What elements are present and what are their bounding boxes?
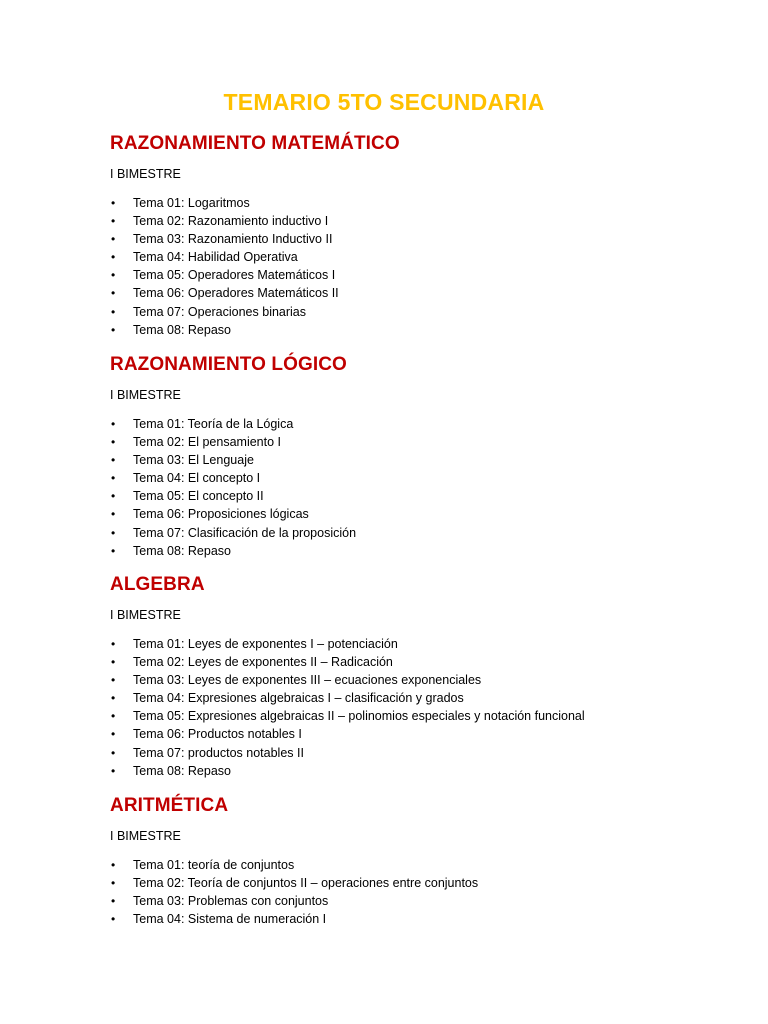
list-item (110, 707, 730, 725)
bullet-icon: • (111, 417, 116, 431)
section-razonamiento-logico (110, 352, 730, 560)
topic-text: Tema 02: El pensamiento I (133, 435, 281, 450)
bimestre-label: I BIMESTRE (110, 829, 181, 843)
section-aritmetica (110, 793, 730, 928)
topic-text: Tema 07: Operaciones binarias (133, 304, 307, 319)
topic-list (110, 856, 730, 928)
list-item (110, 248, 730, 266)
list-item (110, 451, 730, 469)
section-razonamiento-matematico (110, 131, 730, 339)
list-item (110, 321, 730, 339)
list-item (110, 266, 730, 284)
topic-text: Tema 02: Leyes de exponentes II – Radicación (133, 655, 393, 670)
bullet-icon: • (111, 763, 116, 778)
list-item (110, 469, 730, 487)
topic-text: Tema 02: Teoría de conjuntos II – operaciones entre conjuntos (133, 876, 479, 891)
topic-text: Tema 06: Operadores Matemáticos II (133, 286, 339, 301)
bullet-icon: • (111, 304, 116, 319)
bullet-icon: • (111, 745, 116, 760)
bullet-icon: • (111, 637, 116, 651)
bullet-icon: • (111, 543, 116, 558)
list-item (110, 194, 730, 212)
topic-text: Tema 01: Teoría de la Lógica (133, 417, 294, 431)
topic-text: Tema 03: Problemas con conjuntos (133, 894, 329, 909)
list-item (110, 284, 730, 302)
bullet-icon: • (111, 214, 116, 229)
list-item (110, 542, 730, 560)
list-item (110, 230, 730, 248)
list-item (110, 725, 730, 743)
list-item (110, 433, 730, 451)
topic-text: Tema 05: El concepto II (133, 489, 264, 504)
bimestre-label: I BIMESTRE (110, 167, 181, 181)
topic-text: Tema 07: productos notables II (133, 745, 304, 760)
list-item (110, 415, 730, 433)
bullet-icon: • (111, 876, 116, 891)
list-item (110, 910, 730, 928)
topic-text: Tema 08: Repaso (133, 543, 231, 558)
bullet-icon: • (111, 286, 116, 301)
topic-text: Tema 01: teoría de conjuntos (133, 858, 295, 872)
section-heading: RAZONAMIENTO LÓGICO (110, 354, 347, 375)
topic-text: Tema 01: Logaritmos (133, 196, 250, 210)
list-item (110, 874, 730, 892)
topic-list (110, 194, 730, 339)
bullet-icon: • (111, 525, 116, 540)
topic-text: Tema 07: Clasificación de la proposición (133, 525, 357, 540)
bimestre-label: I BIMESTRE (110, 388, 181, 402)
topic-text: Tema 03: Razonamiento Inductivo II (133, 232, 333, 247)
topic-list (110, 635, 730, 780)
list-item (110, 303, 730, 321)
document-title: TEMARIO 5TO SECUNDARIA (223, 89, 545, 115)
bullet-icon: • (111, 912, 116, 927)
topic-text: Tema 05: Operadores Matemáticos I (133, 268, 336, 283)
section-heading: ALGEBRA (110, 574, 205, 595)
bullet-icon: • (111, 250, 116, 265)
bullet-icon: • (111, 673, 116, 688)
topic-text: Tema 02: Razonamiento inductivo I (133, 214, 329, 229)
section-algebra (110, 572, 730, 780)
bullet-icon: • (111, 453, 116, 468)
bullet-icon: • (111, 727, 116, 742)
bullet-icon: • (111, 322, 116, 337)
bullet-icon: • (111, 232, 116, 247)
list-item (110, 671, 730, 689)
bullet-icon: • (111, 507, 116, 522)
bullet-icon: • (111, 894, 116, 909)
list-item (110, 212, 730, 230)
topic-text: Tema 03: El Lenguaje (133, 453, 254, 468)
bullet-icon: • (111, 435, 116, 450)
list-item (110, 689, 730, 707)
bullet-icon: • (111, 471, 116, 486)
list-item (110, 762, 730, 780)
list-item (110, 635, 730, 653)
topic-text: Tema 03: Leyes de exponentes III – ecuaciones exponenciales (133, 673, 482, 688)
topic-text: Tema 08: Repaso (133, 322, 231, 337)
topic-text: Tema 04: El concepto I (133, 471, 261, 486)
section-heading: RAZONAMIENTO MATEMÁTICO (110, 133, 400, 154)
bullet-icon: • (111, 709, 116, 724)
bullet-icon: • (111, 655, 116, 670)
list-item (110, 487, 730, 505)
list-item (110, 892, 730, 910)
list-item (110, 505, 730, 523)
bullet-icon: • (111, 268, 116, 283)
topic-list (110, 415, 730, 560)
topic-text: Tema 04: Expresiones algebraicas I – clasificación y grados (133, 691, 464, 706)
topic-text: Tema 04: Habilidad Operativa (133, 250, 298, 265)
list-item (110, 856, 730, 874)
section-heading: ARITMÉTICA (110, 795, 229, 816)
topic-text: Tema 08: Repaso (133, 763, 231, 778)
topic-text: Tema 04: Sistema de numeración I (133, 912, 327, 927)
bimestre-label: I BIMESTRE (110, 608, 181, 622)
topic-text: Tema 06: Proposiciones lógicas (133, 507, 309, 522)
bullet-icon: • (111, 858, 116, 872)
list-item (110, 653, 730, 671)
list-item (110, 524, 730, 542)
bullet-icon: • (111, 196, 116, 210)
list-item (110, 744, 730, 762)
topic-text: Tema 01: Leyes de exponentes I – potenciación (133, 637, 398, 651)
topic-text: Tema 05: Expresiones algebraicas II – polinomios especiales y notación funcional (133, 709, 585, 724)
topic-text: Tema 06: Productos notables I (133, 727, 302, 742)
bullet-icon: • (111, 691, 116, 706)
bullet-icon: • (111, 489, 116, 504)
